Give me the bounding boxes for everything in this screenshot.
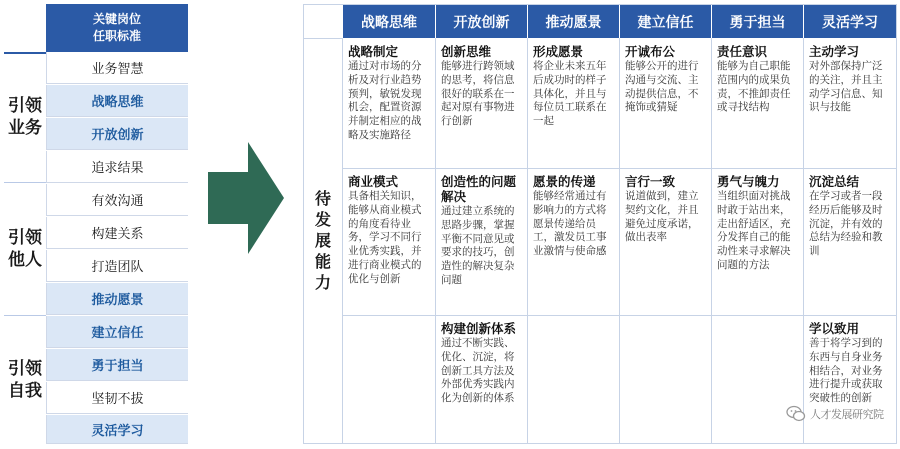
left-item: 勇于担当 bbox=[46, 349, 188, 381]
column-header: 建立信任 bbox=[619, 5, 711, 38]
cell-title: 主动学习 bbox=[809, 44, 860, 59]
cell-title: 商业模式 bbox=[348, 174, 399, 189]
left-item: 灵活学习 bbox=[46, 415, 188, 444]
cell-text: 对外部保持广泛的关注，并且主动学习信息、知识与技能 bbox=[809, 60, 883, 114]
column-header: 战略思维 bbox=[342, 5, 435, 38]
right-arrow-icon bbox=[208, 142, 284, 254]
cell-title: 构建创新体系 bbox=[441, 321, 517, 336]
left-item: 推动愿景 bbox=[46, 283, 188, 315]
cell-text: 当组织面对挑战时敢于站出来，走出舒适区，充分发挥自己的能动性来寻求解决问题的方法 bbox=[717, 190, 791, 271]
group-label: 自我 bbox=[8, 380, 42, 401]
competency-cell bbox=[435, 41, 527, 129]
cell-text: 在学习或者一段经历后能够及时沉淀，并有效的总结为经验和教训 bbox=[809, 190, 883, 258]
left-header-line1: 关键岗位 bbox=[92, 12, 141, 26]
cell-title: 创新思维 bbox=[441, 44, 492, 59]
left-table-header bbox=[46, 4, 188, 52]
competency-cell bbox=[619, 171, 711, 245]
cell-text: 能够经常通过有影响力的方式将愿景传递给员工，激发员工事业激情与使命感 bbox=[533, 190, 607, 258]
left-item: 追求结果 bbox=[46, 151, 188, 183]
key-position-table bbox=[4, 4, 188, 444]
cell-title: 学以致用 bbox=[809, 321, 860, 336]
development-capability-table bbox=[303, 4, 897, 444]
group-label: 引领 bbox=[8, 227, 42, 248]
cell-text: 将企业未来五年后成功时的样子具体化，并且与每位员工联系在一起 bbox=[533, 60, 607, 128]
left-item: 坚韧不拔 bbox=[46, 382, 188, 414]
cell-text: 能够为自己职能范围内的成果负责，不推卸责任或寻找结构 bbox=[717, 60, 791, 114]
cell-title: 责任意识 bbox=[717, 44, 768, 59]
side-label-char: 待 bbox=[314, 189, 331, 208]
row-divider bbox=[342, 168, 896, 169]
left-item: 业务智慧 bbox=[46, 52, 188, 84]
group-lead-business bbox=[4, 52, 46, 183]
cell-text: 说道做到，建立契约文化，并且避免过度承诺，做出表率 bbox=[625, 190, 699, 244]
left-item: 有效沟通 bbox=[46, 184, 188, 216]
wechat-icon bbox=[786, 404, 806, 424]
group-label: 业务 bbox=[8, 118, 42, 138]
group-label: 引领 bbox=[8, 358, 42, 379]
left-item: 建立信任 bbox=[46, 316, 188, 348]
side-label-char: 发 bbox=[314, 210, 331, 229]
side-label-char: 展 bbox=[314, 231, 331, 250]
group-lead-self bbox=[4, 315, 46, 444]
cell-text: 通过不断实践、优化、沉淀，将创新工具方法及外部优秀实践内化为创新的体系 bbox=[441, 337, 515, 405]
watermark-text: 人才发展研究院 bbox=[810, 408, 884, 421]
column-header: 灵活学习 bbox=[803, 5, 896, 38]
column-header: 推动愿景 bbox=[527, 5, 619, 38]
competency-cell bbox=[527, 171, 619, 259]
left-item: 构建关系 bbox=[46, 217, 188, 249]
competency-cell bbox=[711, 41, 803, 115]
cell-title: 战略制定 bbox=[348, 44, 399, 59]
group-label: 引领 bbox=[8, 96, 42, 116]
cell-title: 勇气与魄力 bbox=[717, 174, 780, 189]
row-divider bbox=[342, 315, 896, 316]
competency-cell bbox=[803, 171, 896, 259]
left-item: 打造团队 bbox=[46, 250, 188, 282]
left-item: 开放创新 bbox=[46, 118, 188, 150]
competency-cell bbox=[342, 41, 435, 143]
cell-title: 开诚布公 bbox=[625, 44, 676, 59]
competency-cell bbox=[711, 171, 803, 273]
cell-text: 通过对市场的分析及对行业趋势预判，敏锐发现机会，配置资源并制定相应的战略及实施路径 bbox=[348, 60, 422, 141]
right-table-corner bbox=[304, 5, 342, 39]
competency-cell bbox=[619, 41, 711, 115]
left-table-corner bbox=[4, 4, 46, 54]
competency-cell bbox=[803, 318, 896, 406]
left-header-line2: 任职标准 bbox=[92, 29, 141, 43]
side-label bbox=[304, 38, 343, 443]
competency-cell bbox=[527, 41, 619, 129]
competency-cell bbox=[435, 318, 527, 406]
side-label-char: 能 bbox=[314, 252, 331, 271]
cell-text: 具备相关知识，能够从商业模式的角度看待业务，学习不同行业优秀实践，并进行商业模式的优化与创新 bbox=[348, 190, 422, 285]
cell-text: 能够公开的进行沟通与交流、主动提供信息，不掩饰或猜疑 bbox=[625, 60, 699, 114]
left-item: 战略思维 bbox=[46, 85, 188, 117]
competency-cell bbox=[803, 41, 896, 115]
cell-text: 善于将学习到的东西与自身业务相结合，对业务进行提升或获取突破性的创新 bbox=[809, 337, 883, 405]
competency-cell bbox=[342, 171, 435, 287]
cell-text: 能够进行跨领域的思考，将信息很好的联系在一起对原有事物进行创新 bbox=[441, 60, 515, 128]
cell-title: 愿景的传递 bbox=[533, 174, 596, 189]
cell-title: 言行一致 bbox=[625, 174, 676, 189]
cell-title: 形成愿景 bbox=[533, 44, 584, 59]
column-header: 开放创新 bbox=[435, 5, 527, 38]
column-header: 勇于担当 bbox=[711, 5, 803, 38]
group-label: 他人 bbox=[8, 249, 42, 270]
watermark bbox=[786, 400, 890, 428]
cell-title: 沉淀总结 bbox=[809, 174, 860, 189]
group-lead-others bbox=[4, 182, 46, 316]
side-label-char: 力 bbox=[314, 273, 331, 292]
competency-cell bbox=[435, 171, 527, 288]
cell-text: 通过建立系统的思路步骤，掌握平衡不同意见或要求的技巧，创造性的解决复杂问题 bbox=[441, 205, 515, 286]
cell-title: 创造性的问题解决 bbox=[441, 174, 517, 204]
